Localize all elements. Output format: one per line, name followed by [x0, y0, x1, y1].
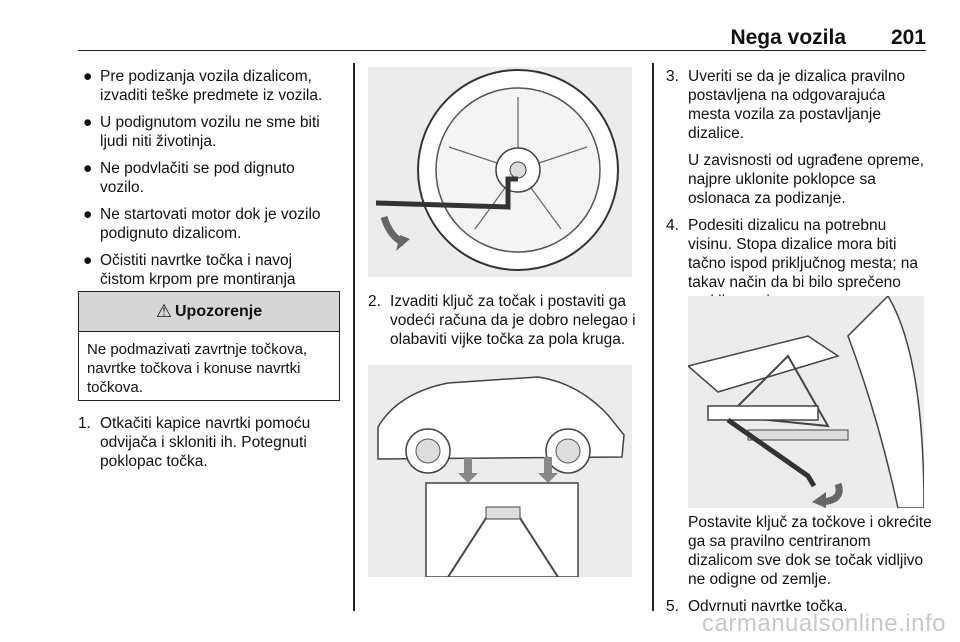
warning-header: [79, 292, 339, 332]
bullet-item: ● Pre podizanja vozila dizalicom, izvaditi teške predmete iz vozila.: [83, 68, 323, 104]
bullet-item: ● U podignutom vozilu ne sme biti ljudi niti životinja.: [83, 114, 320, 150]
step-item: 4. Podesiti dizalicu na potrebnu visinu. Stopa dizalice mora biti tačno ispod priključnog mesta; na takav način da bi bilo sprečeno: [666, 217, 919, 291]
jack-crank-drawing: [688, 296, 924, 508]
column-1: [78, 67, 340, 316]
figure-caption: Postavite ključ za točkove i okrećite ga sa pravilno centriranom dizalicom sve dok se točak vidljivo ne odigne od zemlje.: [688, 514, 932, 588]
watermark: carmanualsonline.info: [702, 610, 946, 637]
bullet-item: ● Očistiti navrtke točka i navoj čistom krpom pre montiranja: [83, 252, 296, 288]
step-item: 1. Otkačiti kapice navrtki pomoću odvijača i skloniti ih. Potegnuti poklopac točka.: [78, 415, 311, 470]
step-item: 5. Odvrnuti navrtke točka.: [666, 598, 848, 615]
warning-text: Ne podmazivati zavrtnje točkova, navrtke točkova i konuse navrtki točkova.: [87, 341, 308, 396]
column-2-steps: [368, 292, 636, 357]
column-3-steps: [666, 67, 930, 319]
page-header: [78, 22, 926, 51]
bullet-item: ● Ne podvlačiti se pod dignuto vozilo.: [83, 160, 295, 196]
column-divider-right: [652, 63, 654, 611]
step-item: 2. Izvaditi ključ za točak i postaviti ga vodeći računa da je dobro nelegao i olabaviti vijke točka za pola kruga.: [368, 293, 636, 348]
column-divider-left: [353, 63, 355, 611]
wheel-wrench-drawing: [368, 67, 632, 277]
warning-box: [78, 291, 340, 401]
page-number: 201: [890, 26, 926, 49]
page-title: Nega vozila: [730, 26, 846, 49]
warning-title: Upozorenje: [175, 302, 263, 320]
column-3-caption: [666, 513, 934, 624]
column-1-steps: [78, 414, 340, 479]
car-lifting-points-drawing: [368, 365, 632, 577]
wheel-illustration: [368, 67, 632, 277]
bullet-item: ● Ne startovati motor dok je vozilo podignuto dizalicom.: [83, 206, 321, 242]
step-note: U zavisnosti od ugrađene opreme, najpre uklonite poklopce sa oslonaca za podizanje.: [688, 152, 925, 207]
step-item: 3. Uveriti se da je dizalica pravilno postavljena na odgovarajuća mesta vozila za postavljanje dizalice.: [666, 68, 906, 142]
warning-triangle-icon: ⚠: [155, 301, 172, 321]
jack-crank-illustration: [688, 296, 924, 508]
car-jack-illustration: [368, 365, 632, 577]
